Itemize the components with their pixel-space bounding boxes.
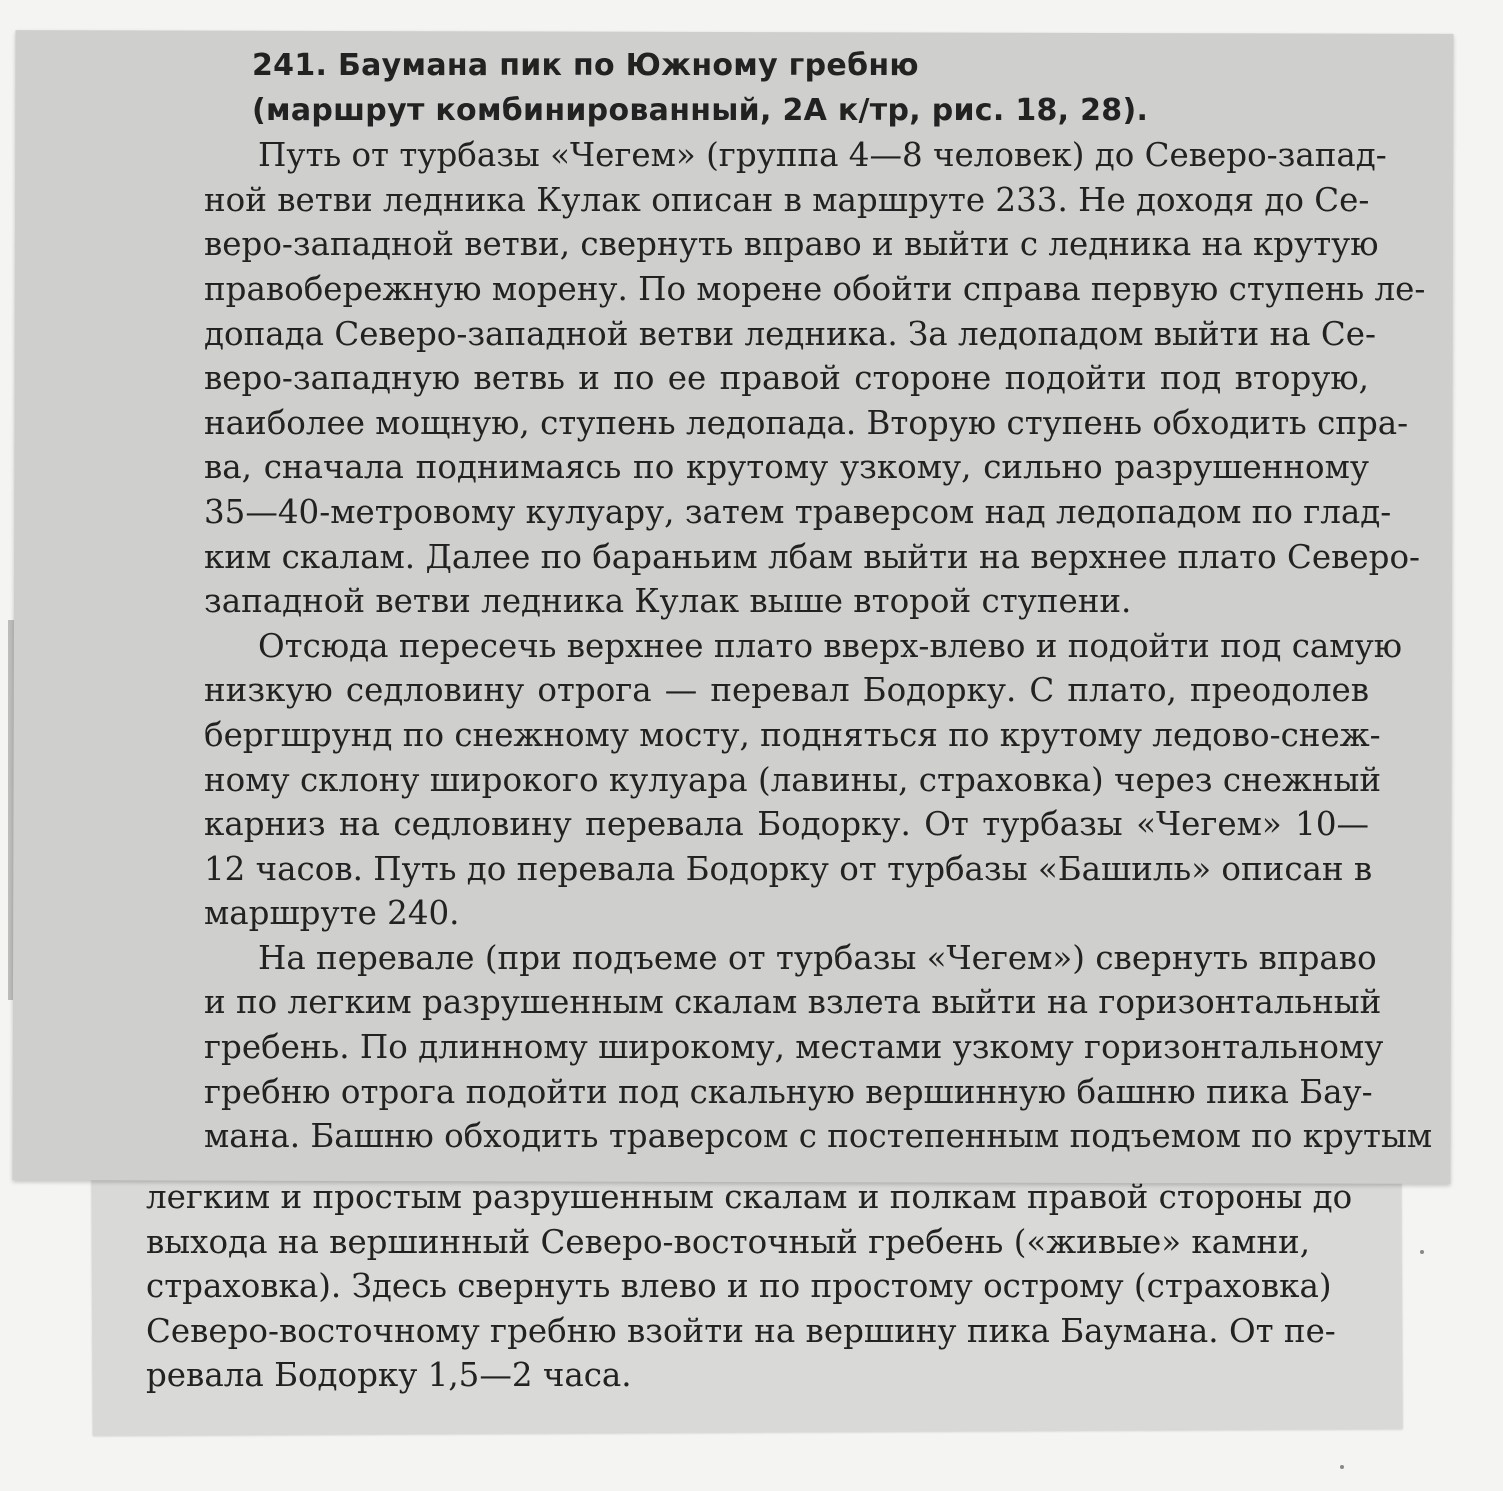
text-line: гребню отрога подойти под скальную вершинную башню пика Бау- (204, 1072, 1373, 1111)
text-line: ва, сначала поднимаясь по крутому узкому, сильно разрушенному (204, 448, 1369, 487)
text-line: Северо-восточному гребню взойти на вершину пика Баумана. От пе- (146, 1311, 1336, 1350)
text-line: ной ветви ледника Кулак описан в маршруте 233. Не доходя до Се- (204, 180, 1370, 219)
route-subtitle: (маршрут комбинированный, 2А к/тр, рис. 18, 28). (252, 92, 1149, 128)
text-line: и по легким разрушенным скалам взлета выйти на горизонтальный (204, 983, 1382, 1022)
text-line: веро-западной ветви, свернуть вправо и выйти с ледника на крутую (204, 225, 1379, 264)
text-line: наиболее мощную, ступень ледопада. Вторую ступень обходить спра- (204, 403, 1409, 442)
text-line: мана. Башню обходить траверсом с постепенным подъемом по крутым (204, 1117, 1433, 1156)
route-description-continued (146, 1175, 1353, 1398)
text-line: допада Северо-западной ветви ледника. За ледопадом выйти на Се- (204, 314, 1376, 353)
text-line: 35—40-метровому кулуару, затем траверсом над ледопадом по глад- (204, 492, 1392, 531)
text-line: Путь от турбазы «Чегем» (группа 4—8 человек) до Северо-запад- (258, 136, 1387, 175)
route-title: 241. Баумана пик по Южному гребню (252, 48, 919, 83)
text-line: выхода на вершинный Северо-восточный гребень («живые» камни, (146, 1222, 1311, 1261)
text-line: низкую седловину отрога — перевал Бодорку. С плато, преодолев (204, 671, 1369, 710)
paper-speck (1340, 1465, 1344, 1469)
text-line: ревала Бодорку 1,5—2 часа. (146, 1356, 632, 1395)
lower-clipping-text (146, 1175, 1353, 1398)
text-line: веро-западную ветвь и по ее правой стороне подойти под вторую, (204, 359, 1369, 398)
text-line: Отсюда пересечь верхнее плато вверх-влево и подойти под самую (258, 626, 1402, 665)
text-line: маршруте 240. (204, 894, 460, 933)
upper-clipping-text (204, 44, 1433, 1159)
text-line: западной ветви ледника Кулак выше второй ступени. (204, 582, 1132, 621)
text-line: страховка). Здесь свернуть влево и по простому острому (страховка) (146, 1267, 1332, 1306)
text-line: ким скалам. Далее по бараньим лбам выйти на верхнее плато Северо- (204, 537, 1421, 576)
text-line: карниз на седловину перевала Бодорку. От турбазы «Чегем» 10— (204, 805, 1369, 844)
text-line: бергшрунд по снежному мосту, подняться по крутому ледово-снеж- (204, 715, 1381, 754)
text-line: правобережную морену. По морене обойти справа первую ступень ле- (204, 269, 1426, 308)
route-description (204, 133, 1433, 1159)
text-line: 12 часов. Путь до перевала Бодорку от турбазы «Башиль» описан в (204, 849, 1373, 888)
text-line: На перевале (при подъеме от турбазы «Чегем») свернуть вправо (258, 938, 1377, 977)
paper-speck (1420, 1250, 1424, 1254)
text-line: гребень. По длинному широкому, местами узкому горизонтальному (204, 1028, 1384, 1067)
text-line: легким и простым разрушенным скалам и полкам правой стороны до (146, 1178, 1353, 1216)
text-line: ному склону широкого кулуара (лавины, страховка) через снежный (204, 760, 1382, 799)
